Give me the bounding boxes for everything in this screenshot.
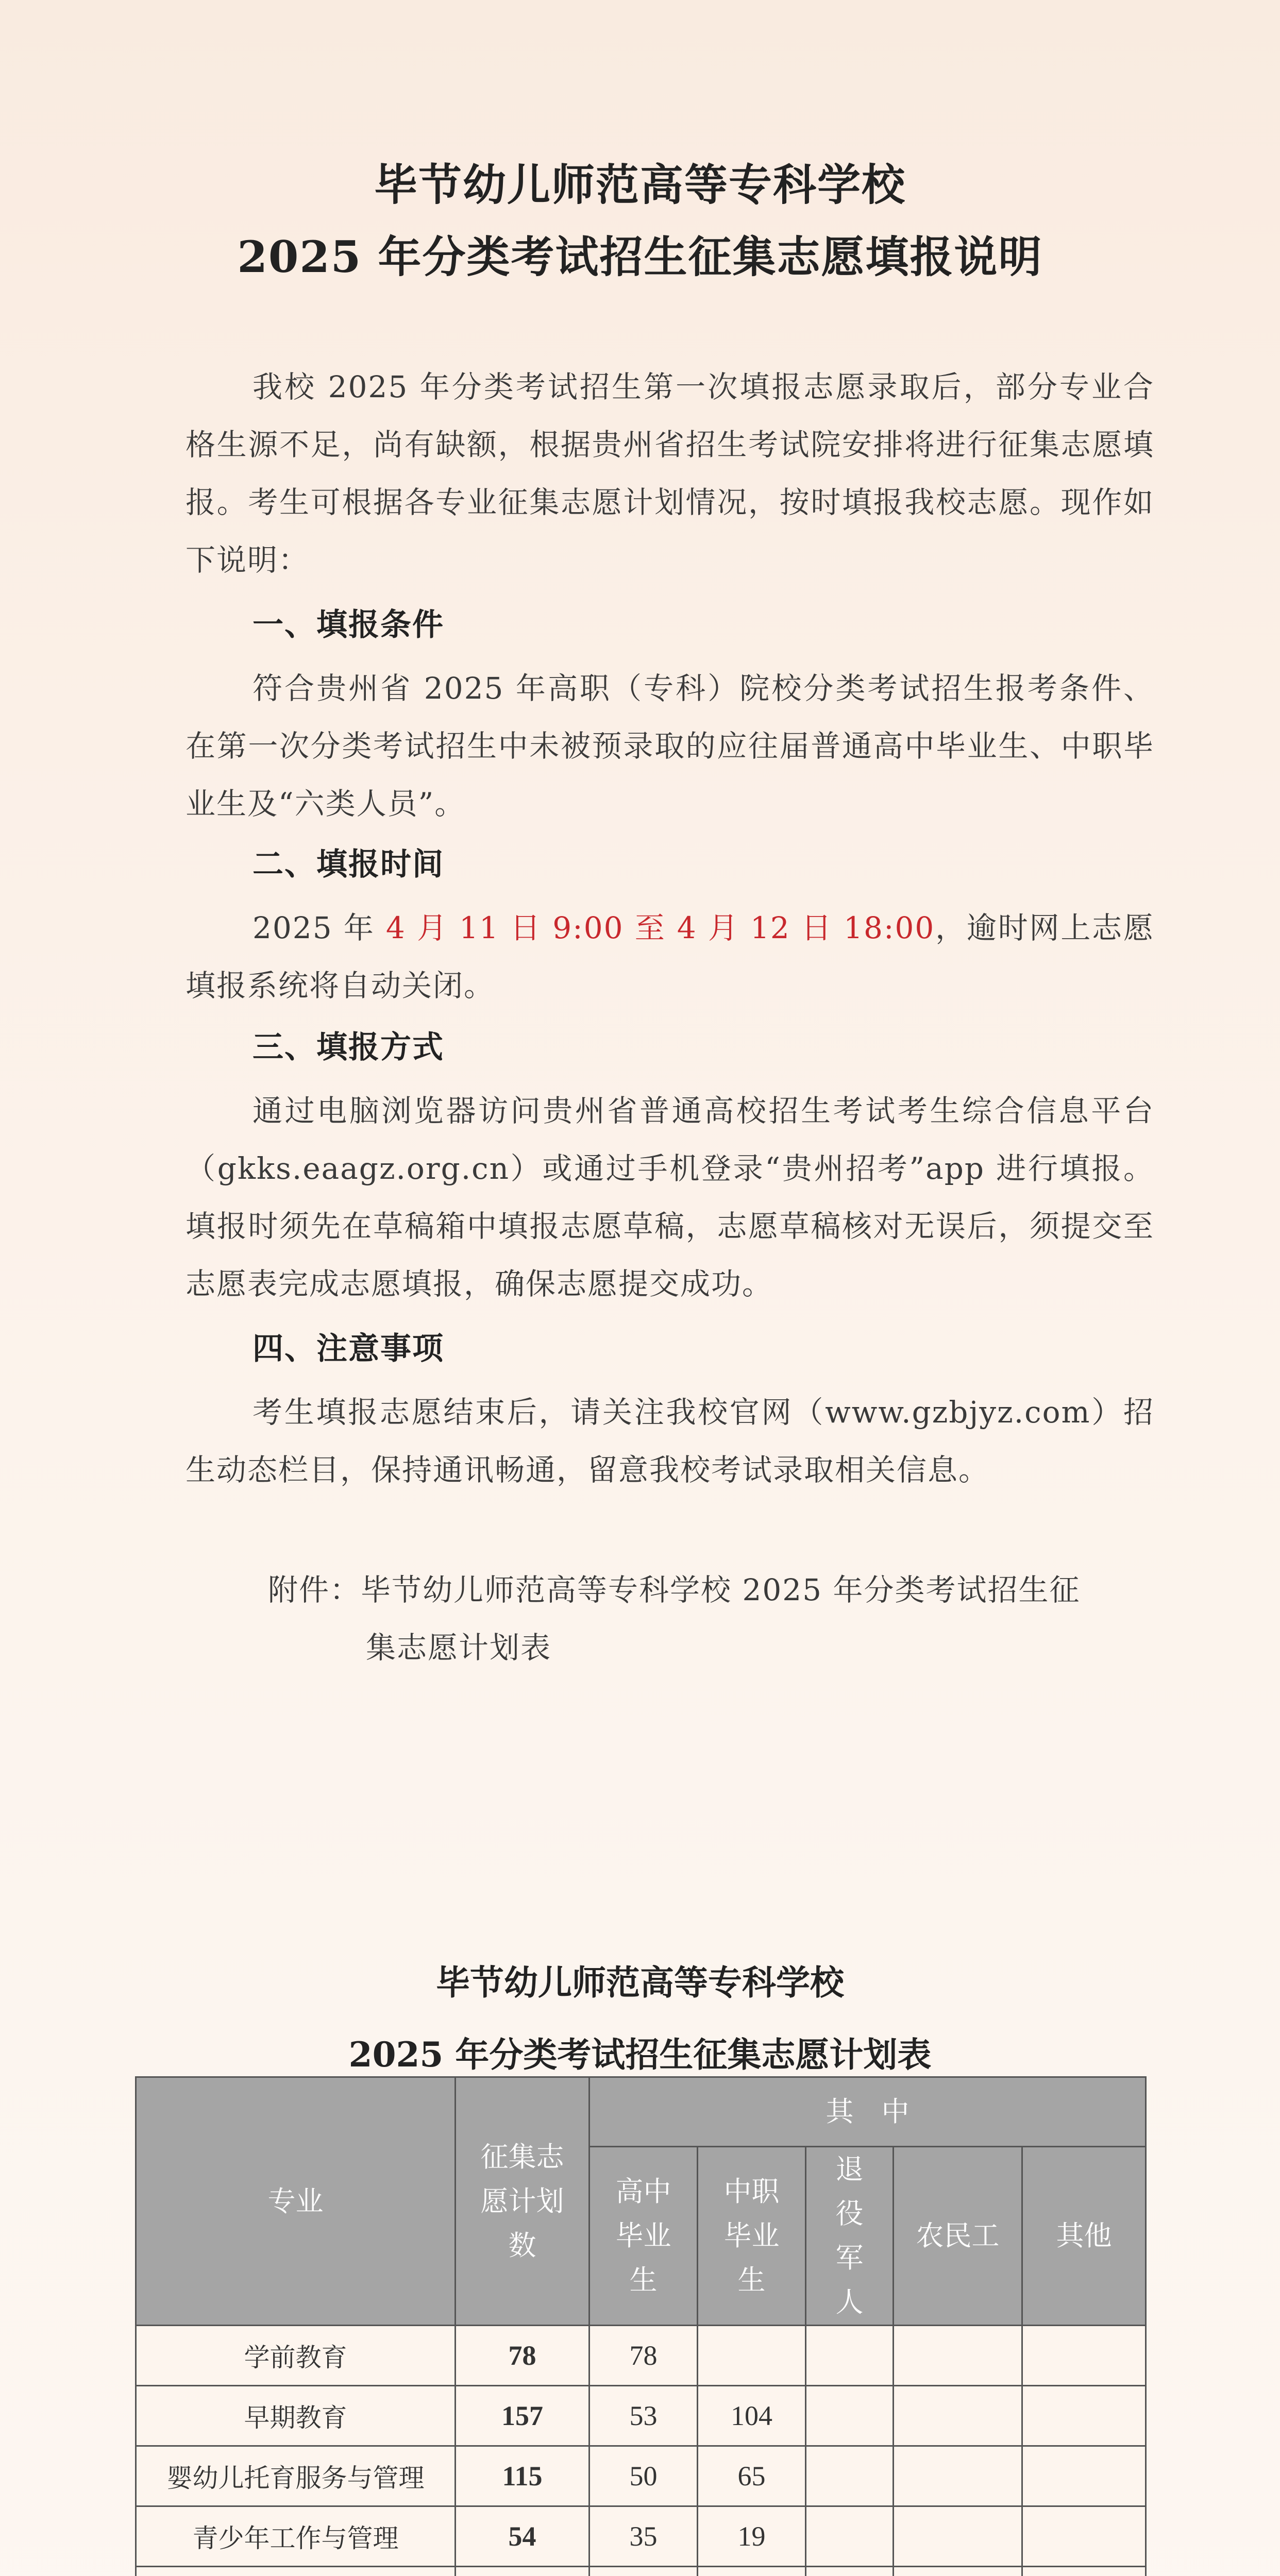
section-3-heading: 三、填报方式 bbox=[252, 1029, 444, 1065]
cell-vs: 104 bbox=[698, 2386, 806, 2446]
section-2-heading: 二、填报时间 bbox=[252, 846, 444, 883]
cell-vs: 65 bbox=[698, 2446, 806, 2506]
cell-plan: 115 bbox=[456, 2446, 590, 2506]
cell-plan bbox=[456, 2567, 590, 2576]
header-highschool: 高中毕业生 bbox=[590, 2147, 698, 2326]
cell-vs: 19 bbox=[698, 2506, 806, 2567]
cell-other bbox=[1022, 2567, 1146, 2576]
cell-vet bbox=[806, 2446, 894, 2506]
table-row bbox=[136, 2326, 1146, 2386]
cell-plan: 157 bbox=[456, 2386, 590, 2446]
attachment-line-2: 集志愿计划表 bbox=[366, 1630, 552, 1665]
table-row bbox=[136, 2567, 1146, 2576]
header-major: 专业 bbox=[136, 2077, 456, 2326]
cell-farmer bbox=[894, 2386, 1022, 2446]
section-2-tail: ，逾时网上志愿填报系统将自动关闭。 bbox=[186, 910, 1154, 1003]
cell-vet bbox=[806, 2506, 894, 2567]
header-other: 其他 bbox=[1022, 2147, 1146, 2326]
cell-hs bbox=[590, 2567, 698, 2576]
cell-major: 青少年工作与管理 bbox=[136, 2506, 456, 2567]
section-2-year: 2025 年 bbox=[252, 910, 375, 945]
table-title: 2025 年分类考试招生征集志愿计划表 bbox=[348, 2035, 932, 2075]
cell-vet bbox=[806, 2386, 894, 2446]
table-row bbox=[136, 2446, 1146, 2506]
section-1-heading: 一、填报条件 bbox=[252, 607, 444, 643]
header-plan: 征集志愿计划数 bbox=[456, 2077, 590, 2326]
table-body bbox=[136, 2326, 1146, 2576]
header-vocational: 中职毕业生 bbox=[698, 2147, 806, 2326]
cell-vet bbox=[806, 2567, 894, 2576]
cell-farmer bbox=[894, 2506, 1022, 2567]
header-among: 其 中 bbox=[590, 2077, 1146, 2147]
cell-hs: 53 bbox=[590, 2386, 698, 2446]
cell-other bbox=[1022, 2506, 1146, 2567]
cell-hs: 35 bbox=[590, 2506, 698, 2567]
header-migrant-workers: 农民工 bbox=[894, 2147, 1022, 2326]
cell-farmer bbox=[894, 2326, 1022, 2386]
cell-other bbox=[1022, 2386, 1146, 2446]
cell-hs: 78 bbox=[590, 2326, 698, 2386]
attachment-line-1: 附件：毕节幼儿师范高等专科学校 2025 年分类考试招生征 bbox=[268, 1572, 1081, 1607]
cell-farmer bbox=[894, 2567, 1022, 2576]
cell-farmer bbox=[894, 2446, 1022, 2506]
cell-vs bbox=[698, 2567, 806, 2576]
section-3-text: 通过电脑浏览器访问贵州省普通高校招生考试考生综合信息平台（gkks.eaagz.org.cn）或通过手机登录“贵州招考”app 进行填报。填报时须先在草稿箱中填报志愿草稿，志愿草稿核对无误后，须提交至志愿表完成志愿填报，确保志愿提交成功。 bbox=[186, 1093, 1154, 1301]
page-title-school: 毕节幼儿师范高等专科学校 bbox=[374, 159, 906, 210]
section-4-text: 考生填报志愿结束后，请关注我校官网（www.gzbjyz.com）招生动态栏目，保持通讯畅通，留意我校考试录取相关信息。 bbox=[186, 1395, 1154, 1487]
cell-major: 婴幼儿托育服务与管理 bbox=[136, 2446, 456, 2506]
cell-plan: 54 bbox=[456, 2506, 590, 2567]
table-row bbox=[136, 2506, 1146, 2567]
cell-major: 学前教育 bbox=[136, 2326, 456, 2386]
section-2-text bbox=[186, 899, 1154, 1014]
deadline-time: 4 月 11 日 9:00 至 4 月 12 日 18:00 bbox=[385, 910, 935, 945]
cell-major: 早期教育 bbox=[136, 2386, 456, 2446]
section-4-heading: 四、注意事项 bbox=[252, 1331, 444, 1367]
table-title-school: 毕节幼儿师范高等专科学校 bbox=[436, 1962, 844, 2003]
cell-vs bbox=[698, 2326, 806, 2386]
cell-major bbox=[136, 2567, 456, 2576]
cell-other bbox=[1022, 2446, 1146, 2506]
cell-other bbox=[1022, 2326, 1146, 2386]
cell-vet bbox=[806, 2326, 894, 2386]
section-1-text: 符合贵州省 2025 年高职（专科）院校分类考试招生报考条件、在第一次分类考试招生中未被预录取的应往届普通高中毕业生、中职毕业生及“六类人员”。 bbox=[186, 671, 1154, 821]
enrollment-plan-table bbox=[135, 2076, 1147, 2576]
page-title-notice: 2025 年分类考试招生征集志愿填报说明 bbox=[237, 231, 1043, 282]
intro-paragraph: 我校 2025 年分类考试招生第一次填报志愿录取后，部分专业合格生源不足，尚有缺额，根据贵州省招生考试院安排将进行征集志愿填报。考生可根据各专业征集志愿计划情况，按时填报我校志愿。现作如下说明： bbox=[186, 369, 1154, 578]
cell-hs: 50 bbox=[590, 2446, 698, 2506]
attachment-note bbox=[268, 1561, 1144, 1676]
cell-plan: 78 bbox=[456, 2326, 590, 2386]
header-veterans: 退役军人 bbox=[806, 2147, 894, 2326]
table-row bbox=[136, 2386, 1146, 2446]
